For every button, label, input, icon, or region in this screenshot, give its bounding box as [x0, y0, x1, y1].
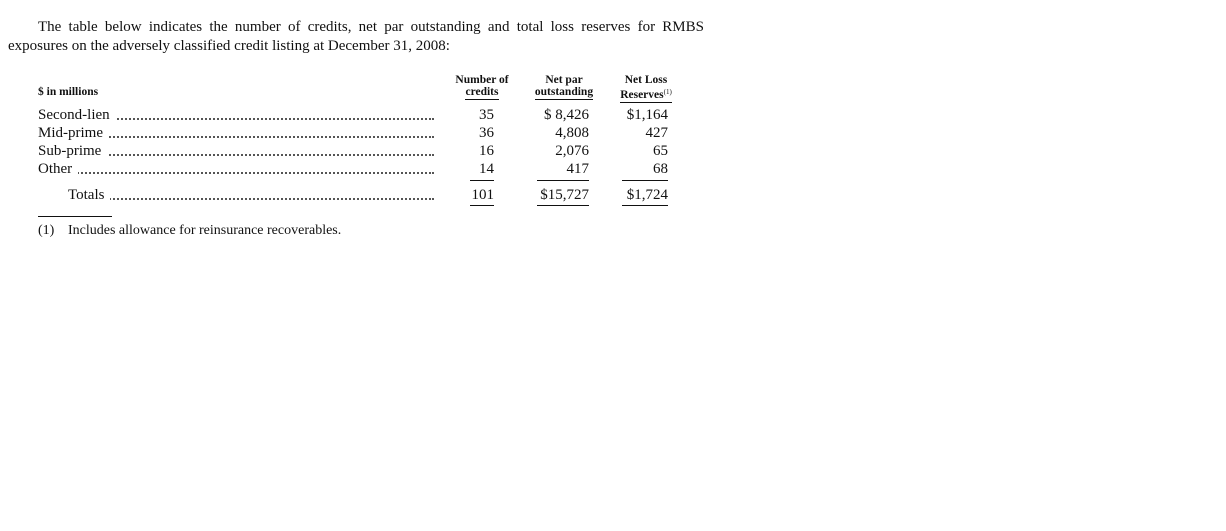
total-rule-net-par [537, 205, 589, 206]
header-net-par-outstanding [528, 74, 600, 100]
intro-paragraph [8, 18, 704, 56]
cell-net-par: 417 [566, 161, 589, 177]
header-net-loss-reserves [610, 74, 682, 103]
footnote-marker: (1) [38, 223, 55, 238]
row-label: Mid-prime [38, 125, 109, 141]
header-number-of-credits [447, 74, 517, 100]
dot-leader [38, 172, 434, 174]
footnote-separator [38, 216, 112, 217]
row-label: Sub-prime [38, 143, 107, 159]
cell-reserves: $1,164 [626, 107, 668, 123]
cell-reserves: $1,724 [626, 187, 668, 203]
cell-net-par: $ 8,426 [544, 107, 589, 123]
cell-reserves: 65 [653, 143, 668, 159]
cell-credits: 35 [479, 107, 494, 123]
row-label-cell [38, 186, 434, 204]
cell-credits: 16 [479, 143, 494, 159]
header-netpar-line2: outstanding [534, 86, 594, 98]
header-reserves-footnote-marker: (1) [663, 88, 672, 96]
total-rule-reserves [622, 205, 668, 206]
subtotal-rule-credits [470, 180, 494, 181]
row-label-cell [38, 106, 434, 124]
header-credits-line2: credits [465, 86, 499, 98]
subtotal-rule-reserves [622, 180, 668, 181]
header-reserves-line2-wrap [620, 86, 672, 103]
cell-credits: 14 [479, 161, 494, 177]
row-label-cell [38, 124, 434, 142]
cell-net-par: 4,808 [555, 125, 589, 141]
row-label-cell [38, 160, 434, 178]
cell-credits: 101 [471, 187, 494, 203]
cell-reserves: 427 [645, 125, 668, 141]
footnote-text: Includes allowance for reinsurance recoverables. [68, 223, 342, 238]
row-label-cell [38, 142, 434, 160]
row-label: Other [38, 161, 78, 177]
header-netpar-line1: Net par [545, 74, 583, 86]
header-reserves-line2: Reserves [620, 89, 664, 101]
row-label: Second-lien [38, 107, 116, 123]
units-label: $ in millions [38, 86, 99, 98]
intro-line-2: exposures on the adversely classified credit listing at December 31, 2008: [8, 38, 450, 54]
footnote [38, 222, 341, 240]
total-rule-credits [470, 205, 494, 206]
cell-credits: 36 [479, 125, 494, 141]
subtotal-rule-net-par [537, 180, 589, 181]
cell-reserves: 68 [653, 161, 668, 177]
cell-net-par: $15,727 [540, 187, 589, 203]
header-reserves-line1: Net Loss [624, 74, 668, 86]
row-label: Totals [38, 187, 110, 203]
cell-net-par: 2,076 [555, 143, 589, 159]
intro-line-1: The table below indicates the number of credits, net par outstanding and total loss reserves for RMBS [38, 19, 704, 35]
header-credits-line1: Number of [455, 74, 509, 86]
